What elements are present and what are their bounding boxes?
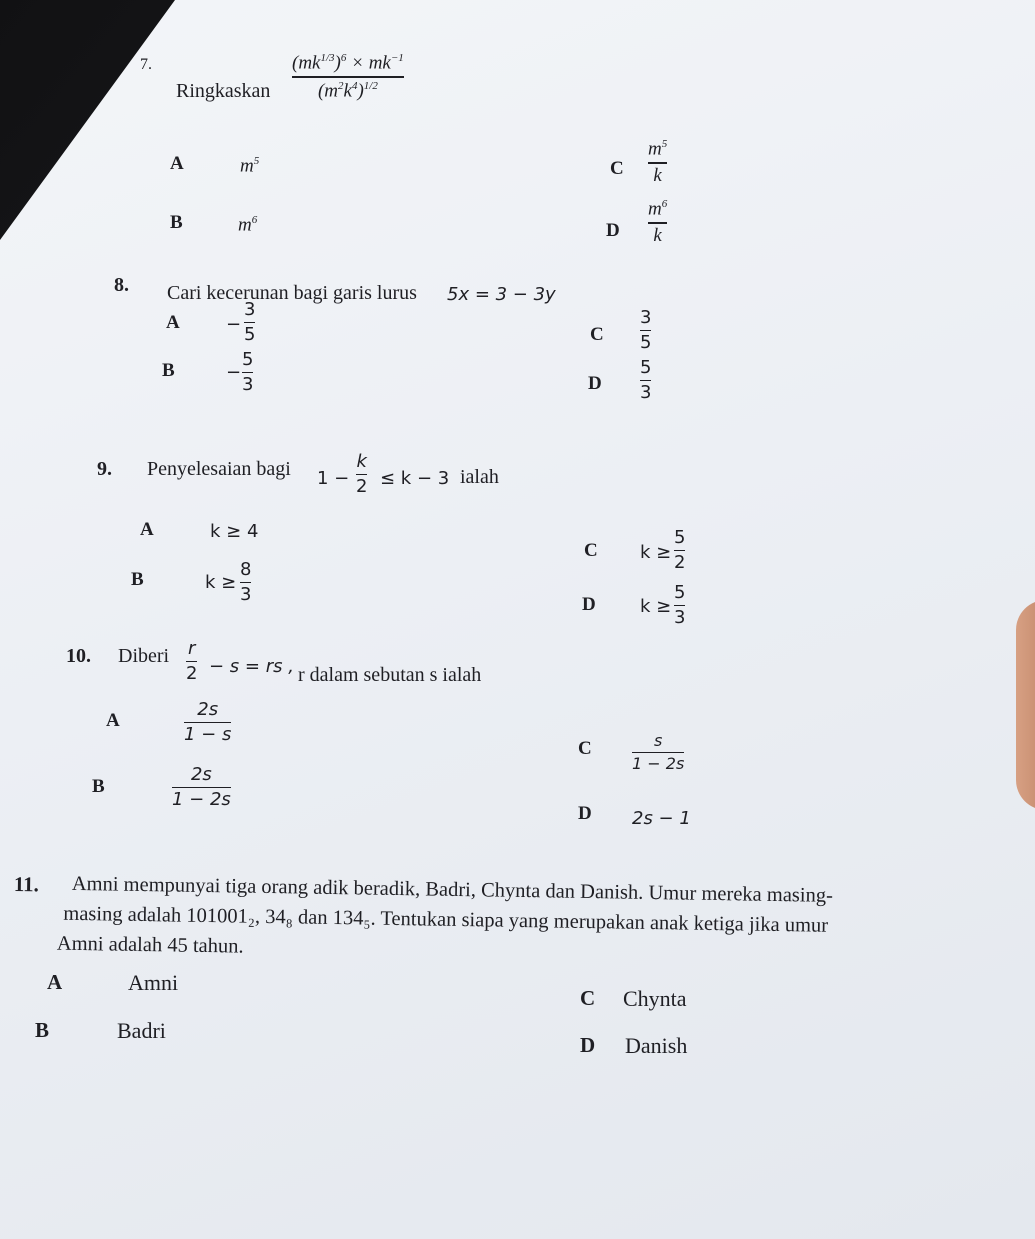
question-7-prompt: Ringkaskan (176, 80, 271, 102)
question-9-suffix: ialah (460, 466, 499, 488)
option-letter: D (582, 594, 596, 615)
option-letter: C (578, 738, 592, 759)
option-letter: B (131, 569, 144, 590)
option-c-prefix: k ≥ (640, 542, 672, 563)
question-11-line-2: masing adalah 101001₂, 34₈ dan 134₅. Tentukan siapa yang merupakan anak ketiga jika umur (63, 902, 829, 937)
option-b-answer[interactable]: Badri (117, 1018, 166, 1043)
option-d-answer[interactable]: Danish (625, 1033, 688, 1058)
question-9-prompt: Penyelesaian bagi (147, 458, 291, 480)
equation-rest: − s = rs , (209, 656, 294, 677)
option-c-answer[interactable]: 3 5 (640, 307, 652, 354)
option-c-answer[interactable]: 5 2 (674, 527, 686, 574)
option-b-answer[interactable]: $m^6$ (238, 214, 258, 236)
expression-denominator: $(m^2k^4)^{1/2}$ (317, 79, 378, 102)
option-letter: B (162, 360, 175, 381)
question-10-prompt: Diberi (118, 645, 170, 667)
question-9-number: 9. (97, 458, 112, 480)
option-letter: C (610, 158, 624, 179)
option-letter: A (47, 970, 63, 994)
option-letter: D (588, 373, 602, 394)
question-11-line-3: Amni adalah 45 tahun. (56, 932, 244, 958)
question-10-number: 10. (66, 645, 91, 667)
option-letter: B (170, 212, 183, 233)
finger (1016, 600, 1035, 810)
option-a-answer[interactable]: Amni (128, 970, 179, 995)
equation-fraction: r 2 (186, 638, 198, 685)
option-c-answer[interactable]: s 1 − 2s (632, 731, 685, 774)
inequality-fraction: k 2 (356, 451, 368, 498)
option-b-answer[interactable]: 2s 1 − 2s (172, 764, 231, 811)
option-letter: C (580, 986, 596, 1010)
option-letter: A (140, 519, 154, 540)
question-11-line-1: Amni mempunyai tiga orang adik beradik, Badri, Chynta dan Danish. Umur mereka masing- (71, 872, 834, 907)
option-letter: D (606, 220, 620, 241)
question-8-equation: 5x = 3 − 3y (447, 284, 556, 305)
option-letter: C (584, 540, 598, 561)
question-7-expression (292, 52, 404, 102)
inequality-left: 1 − (317, 468, 350, 489)
option-d-answer[interactable]: 5 3 (640, 357, 652, 404)
option-letter: D (580, 1033, 596, 1057)
option-b-prefix: k ≥ (205, 572, 237, 593)
option-d-prefix: k ≥ (640, 596, 672, 617)
question-10-suffix: r dalam sebutan s ialah (298, 664, 482, 686)
question-7-number: 7. (140, 56, 152, 73)
option-c-answer[interactable]: Chynta (623, 986, 687, 1011)
option-letter: B (35, 1018, 50, 1042)
option-letter: B (92, 776, 105, 797)
option-letter: A (106, 710, 120, 731)
option-a-answer[interactable]: 2s 1 − s (184, 699, 232, 746)
option-b-answer[interactable]: 8 3 (240, 559, 252, 606)
question-11-number: 11. (13, 872, 40, 897)
option-letter: A (166, 312, 180, 333)
fraction-bar (292, 76, 404, 78)
question-8-prompt: Cari kecerunan bagi garis lurus (167, 282, 417, 304)
option-d-answer[interactable]: $m^6$ k (648, 198, 668, 246)
option-a-answer[interactable]: k ≥ 4 (210, 521, 259, 542)
minus-sign: − (226, 362, 242, 383)
expression-numerator: $(mk^{1/3})^6 \times mk^{-1}$ (292, 52, 404, 74)
option-b-answer[interactable]: 5 3 (242, 349, 254, 396)
option-d-answer[interactable]: 2s − 1 (632, 808, 691, 829)
option-a-answer[interactable]: $m^5$ (240, 155, 260, 177)
option-a-answer[interactable]: 3 5 (244, 299, 256, 346)
option-c-answer[interactable]: $m^5$ k (648, 138, 668, 186)
option-letter: C (590, 324, 604, 345)
option-letter: A (170, 153, 184, 174)
option-d-answer[interactable]: 5 3 (674, 582, 686, 629)
option-letter: D (578, 803, 592, 824)
question-8-number: 8. (114, 274, 129, 296)
inequality-right: ≤ k − 3 (380, 468, 450, 489)
minus-sign: − (226, 314, 242, 335)
